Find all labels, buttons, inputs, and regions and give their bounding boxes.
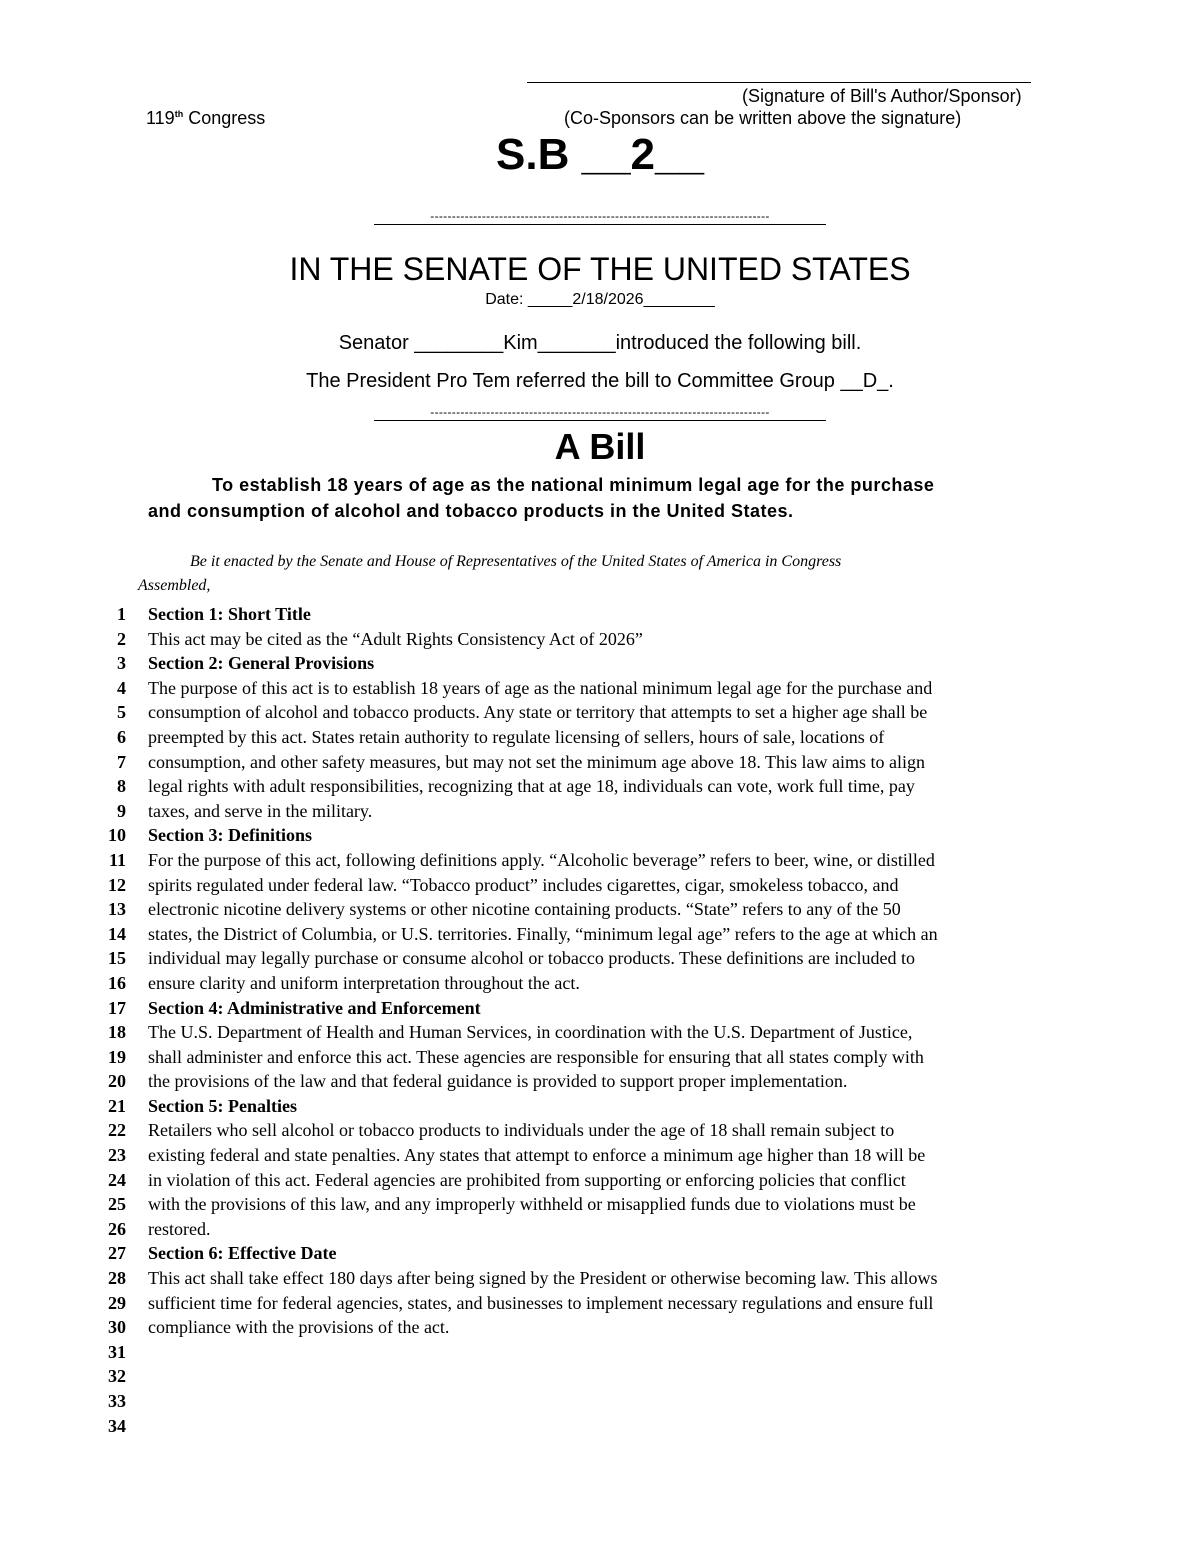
congress-ordinal-suffix: th xyxy=(174,109,184,119)
bill-purpose-line: To establish 18 years of age as the national minimum legal age for the purchase xyxy=(212,475,935,495)
bill-text-line xyxy=(0,1340,1200,1365)
bill-text-line xyxy=(0,627,1200,652)
line-number: 26 xyxy=(108,1218,126,1239)
line-text: consumption of alcohol and tobacco products. Any state or territory that attempts to set a higher age shall be xyxy=(148,702,928,723)
line-text: restored. xyxy=(148,1218,211,1239)
line-number: 5 xyxy=(117,702,126,723)
divider-bottom: ------------------------------------------------------------------------------- xyxy=(0,405,1200,421)
bill-text-line xyxy=(0,1020,1200,1045)
enacting-clause-line: Be it enacted by the Senate and House of Representatives of the United States of America in Congress xyxy=(190,553,842,570)
chamber-title: IN THE SENATE OF THE UNITED STATES xyxy=(289,251,911,287)
bill-purpose-line: and consumption of alcohol and tobacco products in the United States. xyxy=(148,501,794,521)
congress-label xyxy=(146,108,265,129)
bill-text-line xyxy=(0,799,1200,824)
section-heading: Section 1: Short Title xyxy=(148,604,311,624)
section-heading: Section 3: Definitions xyxy=(148,825,312,846)
line-number: 30 xyxy=(108,1317,126,1338)
bill-text-line xyxy=(0,1217,1200,1242)
line-number: 29 xyxy=(108,1292,126,1313)
bill-text-line xyxy=(0,1168,1200,1193)
line-number: 25 xyxy=(108,1194,126,1215)
introduced-by: Senator ________Kim_______introduced the following bill. xyxy=(338,332,862,354)
section-heading: Section 2: General Provisions xyxy=(148,653,375,674)
line-number: 32 xyxy=(108,1366,126,1387)
line-text: For the purpose of this act, following definitions apply. “Alcoholic beverage” refers to beer, wine, or distilled xyxy=(148,849,935,870)
bill-text-line xyxy=(0,725,1200,750)
bill-text-line xyxy=(0,1192,1200,1217)
cosponsor-note: (Co-Sponsors can be written above the signature) xyxy=(564,108,962,128)
section-heading-line xyxy=(0,1094,1200,1119)
line-text: This act may be cited as the “Adult Rights Consistency Act of 2026” xyxy=(148,628,643,649)
line-number: 22 xyxy=(108,1120,126,1141)
section-heading: Section 5: Penalties xyxy=(148,1095,297,1116)
bill-text-line xyxy=(0,1389,1200,1414)
section-heading-line xyxy=(0,651,1200,676)
bill-text-line xyxy=(0,750,1200,775)
line-text: shall administer and enforce this act. These agencies are responsible for ensuring that all states comply with xyxy=(148,1046,924,1067)
bill-text-line xyxy=(0,848,1200,873)
bill-text-line xyxy=(0,1118,1200,1143)
bill-text-line xyxy=(0,897,1200,922)
line-text: electronic nicotine delivery systems or other nicotine containing products. “State” refers to any of the 50 xyxy=(148,899,901,920)
bill-text-line xyxy=(0,1045,1200,1070)
line-text: in violation of this act. Federal agencies are prohibited from supporting or enforcing policies that conflict xyxy=(148,1169,906,1190)
divider-top: ------------------------------------------------------------------------------- xyxy=(0,209,1200,225)
congress-text: Congress xyxy=(183,108,266,128)
bill-text-line xyxy=(0,1069,1200,1094)
line-number: 21 xyxy=(108,1095,126,1116)
line-number: 34 xyxy=(108,1415,126,1436)
line-text: This act shall take effect 180 days after being signed by the President or otherwise becoming law. This allows xyxy=(148,1268,938,1289)
bill-text-line xyxy=(0,676,1200,701)
line-text: existing federal and state penalties. Any states that attempt to enforce a minimum age higher than 18 will be xyxy=(148,1145,926,1166)
bill-text-line xyxy=(0,1143,1200,1168)
line-text: taxes, and serve in the military. xyxy=(148,800,373,821)
line-number: 16 xyxy=(108,972,126,993)
congress-number: 119 xyxy=(146,108,175,128)
line-number: 2 xyxy=(117,628,126,649)
line-number: 33 xyxy=(108,1391,126,1411)
line-number: 8 xyxy=(117,776,126,797)
line-text: spirits regulated under federal law. “Tobacco product” includes cigarettes, cigar, smokeless tobacco, and xyxy=(148,874,899,895)
line-text: compliance with the provisions of the act. xyxy=(148,1317,450,1338)
line-number: 31 xyxy=(108,1341,126,1362)
line-number: 19 xyxy=(108,1046,126,1067)
bill-text-line xyxy=(0,946,1200,971)
bill-text-line xyxy=(0,1414,1200,1439)
line-number: 20 xyxy=(108,1071,126,1092)
bill-text-line xyxy=(0,774,1200,799)
line-number: 12 xyxy=(108,874,126,895)
line-number: 11 xyxy=(108,849,126,870)
line-number: 9 xyxy=(117,800,126,821)
line-number: 14 xyxy=(108,923,126,944)
line-text: legal rights with adult responsibilities, recognizing that at age 18, individuals can vote, work full time, pay xyxy=(148,776,915,797)
line-text: The U.S. Department of Health and Human Services, in coordination with the U.S. Department of Justice, xyxy=(148,1022,913,1043)
line-number: 1 xyxy=(117,604,126,624)
bill-text-line xyxy=(0,700,1200,725)
line-text: with the provisions of this law, and any improperly withheld or misapplied funds due to violations must be xyxy=(148,1194,916,1215)
bill-purpose xyxy=(148,472,1048,524)
section-heading-line xyxy=(0,996,1200,1021)
bill-text-line xyxy=(0,1266,1200,1291)
line-number: 28 xyxy=(108,1268,126,1289)
line-number: 3 xyxy=(117,653,126,674)
line-number: 17 xyxy=(108,997,126,1018)
line-text: ensure clarity and uniform interpretation throughout the act. xyxy=(148,972,580,993)
line-number: 24 xyxy=(108,1169,126,1190)
section-heading: Section 6: Effective Date xyxy=(148,1243,337,1264)
bill-text-line xyxy=(0,1364,1200,1389)
bill-text-line xyxy=(0,1291,1200,1316)
line-number: 7 xyxy=(117,751,126,772)
line-text: the provisions of the law and that federal guidance is provided to support proper implementation. xyxy=(148,1071,848,1092)
line-number: 23 xyxy=(108,1145,126,1166)
signature-caption: (Signature of Bill's Author/Sponsor) xyxy=(742,86,1022,106)
line-text: individual may legally purchase or consume alcohol or tobacco products. These definitions are included to xyxy=(148,948,915,969)
line-number: 4 xyxy=(117,677,126,698)
line-number: 15 xyxy=(108,948,126,969)
committee-referral: The President Pro Tem referred the bill to Committee Group __D_. xyxy=(306,370,894,392)
bill-text-line xyxy=(0,1315,1200,1340)
line-number: 6 xyxy=(117,726,126,747)
bill-text-line xyxy=(0,873,1200,898)
enacting-clause xyxy=(138,550,1018,598)
section-heading-line xyxy=(0,823,1200,848)
line-text: Retailers who sell alcohol or tobacco products to individuals under the age of 18 shall remain subject to xyxy=(148,1120,895,1141)
section-heading-line xyxy=(0,1241,1200,1266)
bill-date: Date: _____2/18/2026________ xyxy=(485,291,715,308)
line-text: sufficient time for federal agencies, states, and businesses to implement necessary regulations and ensure full xyxy=(148,1292,934,1313)
enacting-clause-line: Assembled, xyxy=(138,577,211,594)
line-text: states, the District of Columbia, or U.S. territories. Finally, “minimum legal age” refers to the age at which an xyxy=(148,923,938,944)
bill-text-line xyxy=(0,922,1200,947)
bill-text-line xyxy=(0,971,1200,996)
line-number: 10 xyxy=(108,825,126,846)
line-text: The purpose of this act is to establish 18 years of age as the national minimum legal age for the purchase and xyxy=(148,677,933,698)
section-heading: Section 4: Administrative and Enforcement xyxy=(148,997,481,1018)
signature-line xyxy=(527,82,1031,83)
line-number: 27 xyxy=(108,1243,126,1264)
line-number: 13 xyxy=(108,899,126,920)
line-text: preempted by this act. States retain authority to regulate licensing of sellers, hours of sale, locations of xyxy=(148,726,885,747)
section-heading-line xyxy=(0,602,1200,627)
numbered-bill-text xyxy=(0,602,1200,1438)
bill-heading: A Bill xyxy=(554,426,646,467)
line-number: 18 xyxy=(108,1022,126,1043)
line-text: consumption, and other safety measures, but may not set the minimum age above 18. This law aims to align xyxy=(148,751,926,772)
bill-number: S.B __2__ xyxy=(496,130,704,179)
